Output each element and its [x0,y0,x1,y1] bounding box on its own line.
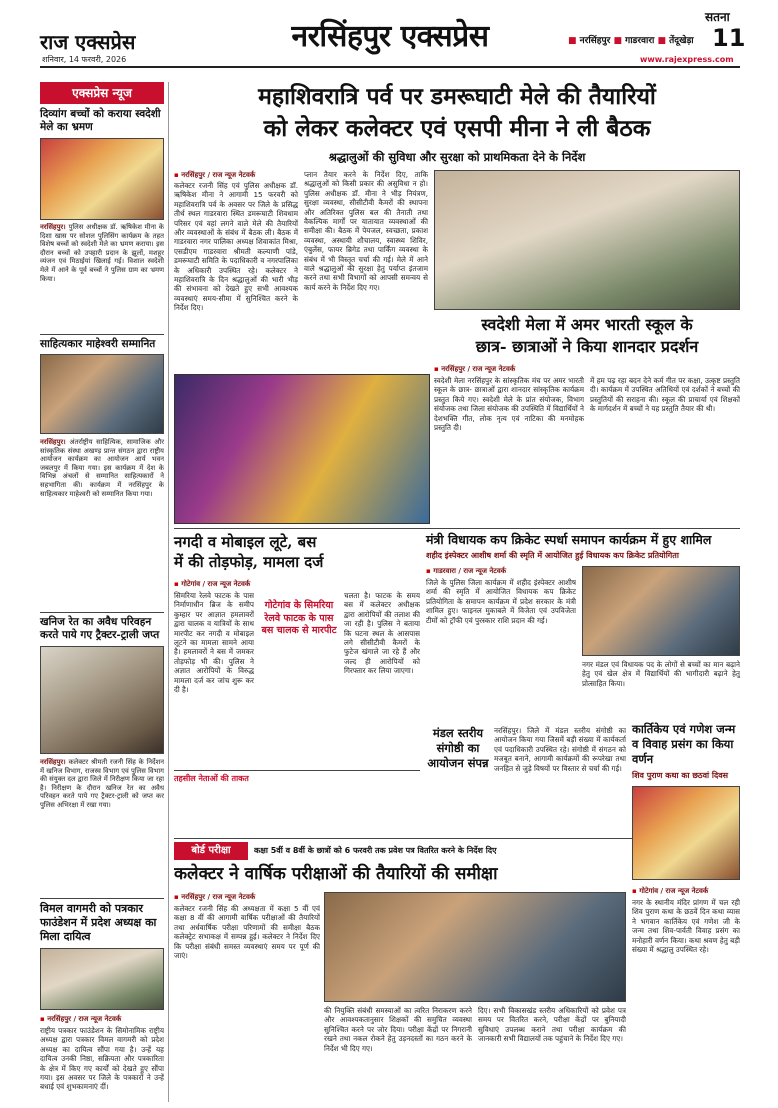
story1-caption-text: पुलिस अधीक्षक डॉ. ऋषिकेश मीना के दिशा खास पर सोशल पुलिसिंग कार्यक्रम के तहत विशेष बच्चों को स्वदेशी मेले का भ्रमण कराया। इस दौरान बच्चों को उपहारी प्रदान के झूलों, मशहूर व्यंजन एवं मिठाईयां खिलाई गई। विशाल स्वदेशी मेले में आने के पूर्व बच्चों ने पुलिस ग्राम का भ्रमण किया। [40,223,164,283]
cricket-headline: मंत्री विधायक कप क्रिकेट स्पर्धा समापन कार्यक्रम में हुए शामिल [426,532,712,547]
lead-subhead: श्रद्धालुओं की सुविधा और सुरक्षा को प्राथमिकता देने के निर्देश [328,150,586,164]
mandal-title: मंडल स्तरीय संगोष्ठी का आयोजन संपन्न [427,726,489,770]
board-kicker: कक्षा 5वीं व 8वीं के छात्रों को 6 फरवरी तक प्रवेश पत्र वितरित करने के निर्देश दिए [254,846,497,855]
cricket-byline: ▪ गाडरवारा / राज न्यूज नेटवर्क [426,567,576,576]
story2-caption [40,438,164,608]
board-col1: कलेक्टर रजनी सिंह की अध्यक्षता में कक्षा 5 वीं एवं कक्षा 8 वीं की आगामी वार्षिक परीक्षाओं की तैयारियों तथा अर्धवार्षिक परीक्षा परिणामों की समीक्षा बैठक कलेक्ट्रेट सभाकक्ष में सम्पन्न हुई। कलेक्टर ने निर्देश दिए कि परीक्षा संबंधी समस्त व्यवस्थाएं समय पर पूर्ण की जाएं। [174,904,320,961]
story2-title: साहित्यकार माहेश्वरी सम्मानित [40,338,156,350]
board-headline: कलेक्टर ने वार्षिक परीक्षाओं की तैयारियों की समीक्षा [174,864,498,884]
board-col3: दिए। सभी विकासखंड स्तरीय अधिकारियों को प्रवेश पत्र समय पर वितरित करने, परीक्षा केंद्रों पर बुनियादी सुविधाएं उपलब्ध कराने तथा परीक्षा कार्यक्रम की जानकारी सभी विद्यालयों तक पहुंचाने के निर्देश दिए गए। [478,1006,626,1044]
loot-text-col1: सिमरिया रेलवे फाटक के पास निर्माणाधीन ब्रिज के समीप कुम्हार पर आज्ञात हमलावरों द्वारा चालक व यात्रियों के साथ मारपीट कर नगदी व मोबाइल लूटने का मामला सामने आया है। हमलावरों ने बस में जमकर तोड़फोड़ भी की। पुलिस ने अज्ञात आरोपियों के विरुद्ध मामला दर्ज कर जांच शुरू कर दी है। [174,591,254,695]
board-photo [324,892,626,1002]
lead-headline-1: महाशिवरात्रि पर्व पर डमरूघाटी मेले की तैयारियों [258,83,656,110]
bullet-icon: ■ [657,36,667,46]
masthead-rule [40,66,740,68]
district-2: गाडरवारा [625,36,655,46]
divider [40,612,164,613]
story3-title: खनिज रेत का अवैध परिवहन करते पाये गए ट्रैक्टर-ट्राली जप्त [40,616,160,641]
kartik-subhead: शिव पुराण कथा का छठवां दिवस [632,771,729,780]
district-1: नरसिंहपुर [579,36,611,46]
story1-caption [40,223,164,331]
swadeshi-col1: स्वदेशी मेला नरसिंहपुर के सांस्कृतिक मंच पर अमर भारती स्कूल के छात्र- छात्राओं द्वारा शानदार सांस्कृतिक कार्यक्रम प्रस्तुत किये गए। स्वदेशी मेले के प्रांत संयोजक, विभाग संयोजक तथा जिला संयोजक की उपस्थिति में विद्यार्थियों ने देशभक्ति गीत, लोक नृत्य एवं नाटिका की मनमोहक प्रस्तुति दी। [434,376,584,433]
district-3: तेंदूखेड़ा [669,36,694,46]
story3-place: नरसिंहपुर। [40,758,66,766]
page-title: नरसिंहपुर एक्सप्रेस [291,19,489,54]
loot-byline: ▪ गोटेगांव / राज न्यूज नेटवर्क [174,580,420,589]
story4-byline: ▪ नरसिंहपुर / राज न्यूज नेटवर्क [40,1015,164,1024]
gap-label: तहसील नेताओं की ताकत [174,774,249,783]
city-label: सतना [705,10,730,24]
story4-photo [40,948,164,1010]
story3-caption [40,758,164,894]
loot-headline-1: नगदी व मोबाइल लूटे, बस [174,533,317,551]
story4-title: विमल वागमरी को पत्रकार फाउंडेशन में प्रदेश अध्यक्ष का मिला दायित्व [40,902,157,943]
page-number: 11 [712,24,746,52]
story1-place: नरसिंहपुर। [40,223,66,231]
districts [568,33,694,46]
board-badge-label: बोर्ड परीक्षा [191,845,231,856]
left-column [40,82,164,1102]
lead-col2: प्लान तैयार करने के निर्देश दिए, ताकि श्रद्धालुओं को किसी प्रकार की असुविधा न हो। पुलिस अधीक्षक डॉ. मीना ने भीड़ नियंत्रण, सुरक्षा व्यवस्था, सीसीटीवी कैमरों की स्थापना और अतिरिक्त पुलिस बल की तैनाती तथा वैकल्पिक मार्गों पर यातायात व्यवस्थाओं की समीक्षा की। बैठक में पेयजल, स्वच्छता, प्रकाश व्यवस्था, अस्थायी शौचालय, स्वास्थ्य शिविर, एंबुलेंस, फायर ब्रिगेड तथा पार्किंग व्यवस्था के संबंध में भी विस्तृत चर्चा की गई। मेले में आने वाले श्रद्धालुओं की सुरक्षा हेतु पर्याप्त इंतजाम करने तथा सभी विभागों को आपसी समन्वय से कार्य करने के निर्देश दिए गए। [304,170,428,292]
story1-title: दिव्यांग बच्चों को कराया स्वदेशी मेले का भ्रमण [40,108,161,133]
cricket-text: जिले के पुलिस जिला कार्यक्रम में शहीद इंस्पेक्टर आशीष शर्मा की स्मृति में आयोजित विधायक कप क्रिकेट प्रतियोगिता के समापन कार्यक्रम में प्रदेश सरकार के मंत्री शामिल हुए। फाइनल मुकाबले में विजेता एवं उपविजेता टीमों को ट्रॉफी एवं पुरस्कार राशि प्रदान की गई। [426,578,576,625]
loot-headline-2: में की तोड़फोड़, मामला दर्ज [174,553,324,571]
lead-byline: ▪ नरसिंहपुर / राज न्यूज नेटवर्क [174,171,298,180]
cricket-side-text: नगर मंडल एवं विधायक पद के लोगों से बच्चों का मान बढ़ाने हेतु एवं खेल क्षेत्र में विद्यार्थियों की भागीदारी बढ़ाने हेतु प्रोत्साहित किया। [582,660,740,688]
lead-headline-2: को लेकर कलेक्टर एवं एसपी मीना ने ली बैठक [263,115,651,142]
swadeshi-headline-1: स्वदेशी मेला में अमर भारती स्कूल के [481,315,693,334]
divider [40,898,164,899]
lead-photo [434,170,740,310]
bullet-icon: ■ [613,36,622,46]
lead-col1: कलेक्टर रजनी सिंह एवं पुलिस अधीक्षक डॉ. ऋषिकेश मीना ने आगामी 15 फरवरी को महाशिवरात्रि पर्व के अवसर पर जिले के प्रसिद्ध तीर्थ स्थल गाडरवारा स्थित डमरूघाटी शिवधाम परिसर एवं वहां लगने वाले मेले की तैयारियों और व्यवस्थाओं के संबंध में बैठक ली। बैठक में गाडरवारा नगर पालिका अध्यक्ष शिवाकांत मिश्रा, एसडीएम गाडरवारा श्रीमती कल्याणी पांडे, डमरूघाटी समिति के पदाधिकारी व नगरपालिका के अधिकारी उपस्थित रहे। कलेक्टर ने महाशिवरात्रि के दिन श्रद्धालुओं की भारी भीड़ की संभावना को देखते हुए सभी आवश्यक व्यवस्थाएं समय-सीमा में सुनिश्चित करने के निर्देश दिए। [174,181,298,313]
kartik-text: नगर के स्थानीय मंदिर प्रांगण में चल रही शिव पुराण कथा के छठवें दिन कथा व्यास ने भगवान कार्तिकेय एवं गणेश जी के जन्म तथा शिव-पार्वती विवाह प्रसंग का मनोहारी वर्णन किया। कथा श्रवण हेतु बड़ी संख्या में श्रद्धालु उपस्थित रहे। [632,898,740,955]
swadeshi-byline: ▪ नरसिंहपुर / राज न्यूज नेटवर्क [434,365,584,374]
story4-text: राष्ट्रीय पत्रकार फाउंडेशन के सिमोनामिक राष्ट्रीय अध्यक्ष द्वारा पत्रकार विमल वागमरी को प्रदेश अध्यक्ष का दायित्व सौंपा गया है। उन्हें यह दायित्व उनकी निष्ठा, सक्रियता और पत्रकारिता के क्षेत्र में किए गए कार्यों को देखते हुए सौंपा गया। इस अवसर पर जिले के पत्रकारों ने उन्हें बधाई एवं शुभकामनाएं दीं। [40,1026,164,1092]
express-news-badge [40,82,164,104]
board-badge [174,842,248,860]
cricket-photo [582,566,740,656]
bullet-icon: ■ [568,36,577,46]
story2-place: नरसिंहपुर। [40,438,66,446]
story2-photo [40,354,164,434]
section-rule [174,528,740,529]
badge-label: एक्सप्रेस न्यूज [72,86,132,100]
website[interactable]: www.rajexpress.com [640,55,734,64]
divider [40,334,164,335]
issue-date: शनिवार, 14 फरवरी, 2026 [42,55,127,64]
kartik-photo [632,786,740,880]
swadeshi-headline-2: छात्र- छात्राओं ने किया शानदार प्रदर्शन [475,337,699,356]
kartik-byline: ▪ गोटेगांव / राज न्यूज नेटवर्क [632,887,740,896]
story3-photo [40,646,164,754]
loot-pull-quote: गोटेगांव के सिमरिया रेलवे फाटक के पास बस चालक से मारपीट [261,600,337,636]
story1-photo [40,138,164,220]
section-rule [174,770,420,771]
story3-caption-text: कलेक्टर श्रीमती रजनी सिंह के निर्देशन में खनिज विभाग, राजस्व विभाग एवं पुलिस विभाग की संयुक्त दल द्वारा जिले में निरीक्षण किया जा रहा है। निरीक्षण के दौरान खनिज रेत का अवैध परिवहन करते पाये गए ट्रैक्टर-ट्राली को जप्त कर पुलिस अभिरक्षा में रखा गया। [40,758,164,809]
left-brand: राज एक्सप्रेस [40,30,136,54]
loot-text-col2: चलता है। फाटक के समय बस में कलेक्टर अधीक्षक द्वारा आरोपियों की तलाश की जा रही है। पुलिस ने बताया कि घटना स्थल के आसपास लगे सीसीटीवी कैमरों के फुटेज खंगाले जा रहे हैं और जल्द ही आरोपियों को गिरफ्तार कर लिया जाएगा। [344,591,420,676]
story2-caption-text: अंतर्राष्ट्रीय साहित्यिक, सामाजिक और सांस्कृतिक संस्था अखण्ड़ प्रान्त संगठन द्वारा राष्ट्रीय आयोजन कार्यक्रम का आयोजन आर्य भवन जबलपुर में किया गया। इस कार्यक्रम में देश के विभिन्न अंचलों से सम्मानित साहित्यकारों ने सहभागिता की। कार्यक्रम में नरसिंहपुर के साहित्यकार माहेश्वरी को सम्मानित किया गया। [40,438,164,498]
board-col2: की नियुक्ति संबंधी समस्याओं का त्वरित निराकरण करने और आवश्यकतानुसार शिक्षकों की समुचित व्यवस्था सुनिश्चित करने पर जोर दिया। परीक्षा केंद्रों पर निगरानी रखने तथा नकल रोकने हेतु उड़नदस्तों का गठन करने के निर्देश भी दिए गए। [324,1006,472,1053]
board-byline: ▪ नरसिंहपुर / राज न्यूज नेटवर्क [174,893,324,902]
column-rule [168,82,169,1102]
masthead [0,0,778,66]
swadeshi-col2: में हम पढ़ रहा बदन देने कर्म गीत पर कक्षा, उत्कृष्ट प्रस्तुति दी। कार्यक्रम में उपस्थित अतिथियों एवं दर्शकों ने बच्चों की प्रस्तुतियों की सराहना की। स्कूल की प्राचार्या एवं शिक्षकों के मार्गदर्शन में बच्चों ने यह प्रस्तुति तैयार की थी। [590,376,740,414]
mandal-text: नरसिंहपुर। जिले में मंडल स्तरीय संगोष्ठी का आयोजन किया गया जिसमें बड़ी संख्या में कार्यकर्ता एवं पदाधिकारी उपस्थित रहे। संगोष्ठी में संगठन को मजबूत बनाने, आगामी कार्यक्रमों की रूपरेखा तथा जनहित से जुड़े विषयों पर विस्तार से चर्चा की गई। [494,726,626,773]
cricket-subhead: शहीद इंस्पेक्टर आशीष शर्मा की स्मृति में आयोजित हुई विधायक कप क्रिकेट प्रतियोगिता [426,551,679,560]
kartik-headline: कार्तिकेय एवं गणेश जन्म व विवाह प्रसंग का किया वर्णन [632,722,736,766]
swadeshi-photo [174,374,430,524]
